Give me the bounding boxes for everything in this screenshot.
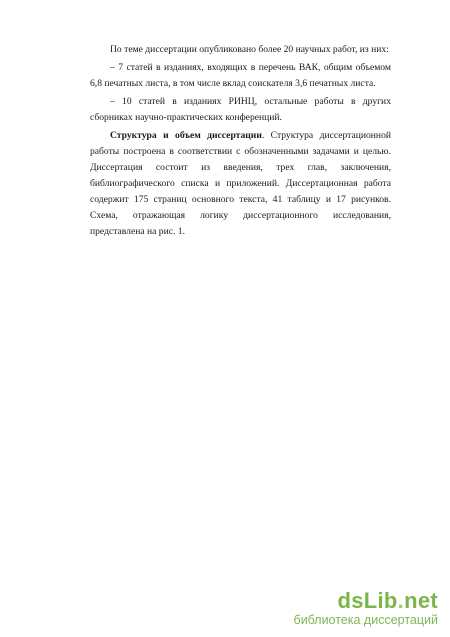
paragraph-rinc-articles-text: – 10 статей в изданиях РИНЦ, остальные работы в других сборниках научно-практических конференций. bbox=[90, 96, 391, 123]
dslib-logo-tld: net bbox=[404, 588, 438, 613]
paragraph-intro bbox=[90, 42, 391, 58]
paragraph-structure-heading: Структура и объем диссертации bbox=[110, 130, 262, 141]
document-body bbox=[90, 42, 391, 240]
paragraph-vak-articles bbox=[90, 60, 391, 92]
paragraph-rinc-articles bbox=[90, 94, 391, 126]
paragraph-intro-text: По теме диссертации опубликовано более 20 научных работ, из них: bbox=[110, 44, 389, 55]
dslib-subtitle: библиотека диссертаций bbox=[293, 613, 438, 627]
paragraph-structure bbox=[90, 128, 391, 240]
dslib-watermark bbox=[294, 590, 438, 627]
dslib-logo-dot: . bbox=[397, 588, 405, 613]
paragraph-structure-text: . Структура диссертационной работы построена в соответствии с обозначенными задачами и целью. Диссертация состоит из введения, трех глав, заключения, библиографического списка и приложений. Диссертационная работа содержит 175 страниц основного текста, 41 таблицу и 17 рисунков. Схема, отражающая логику диссертационного исследования, представлена на рис. 1. bbox=[90, 130, 392, 237]
paragraph-vak-articles-text: – 7 статей в изданиях, входящих в перечень ВАК, общим объемом 6,8 печатных листа, в том числе вклад соискателя 3,6 печатных листа. bbox=[90, 62, 391, 89]
dslib-logo-main: dsLib bbox=[337, 588, 398, 613]
dslib-logo bbox=[294, 590, 438, 612]
